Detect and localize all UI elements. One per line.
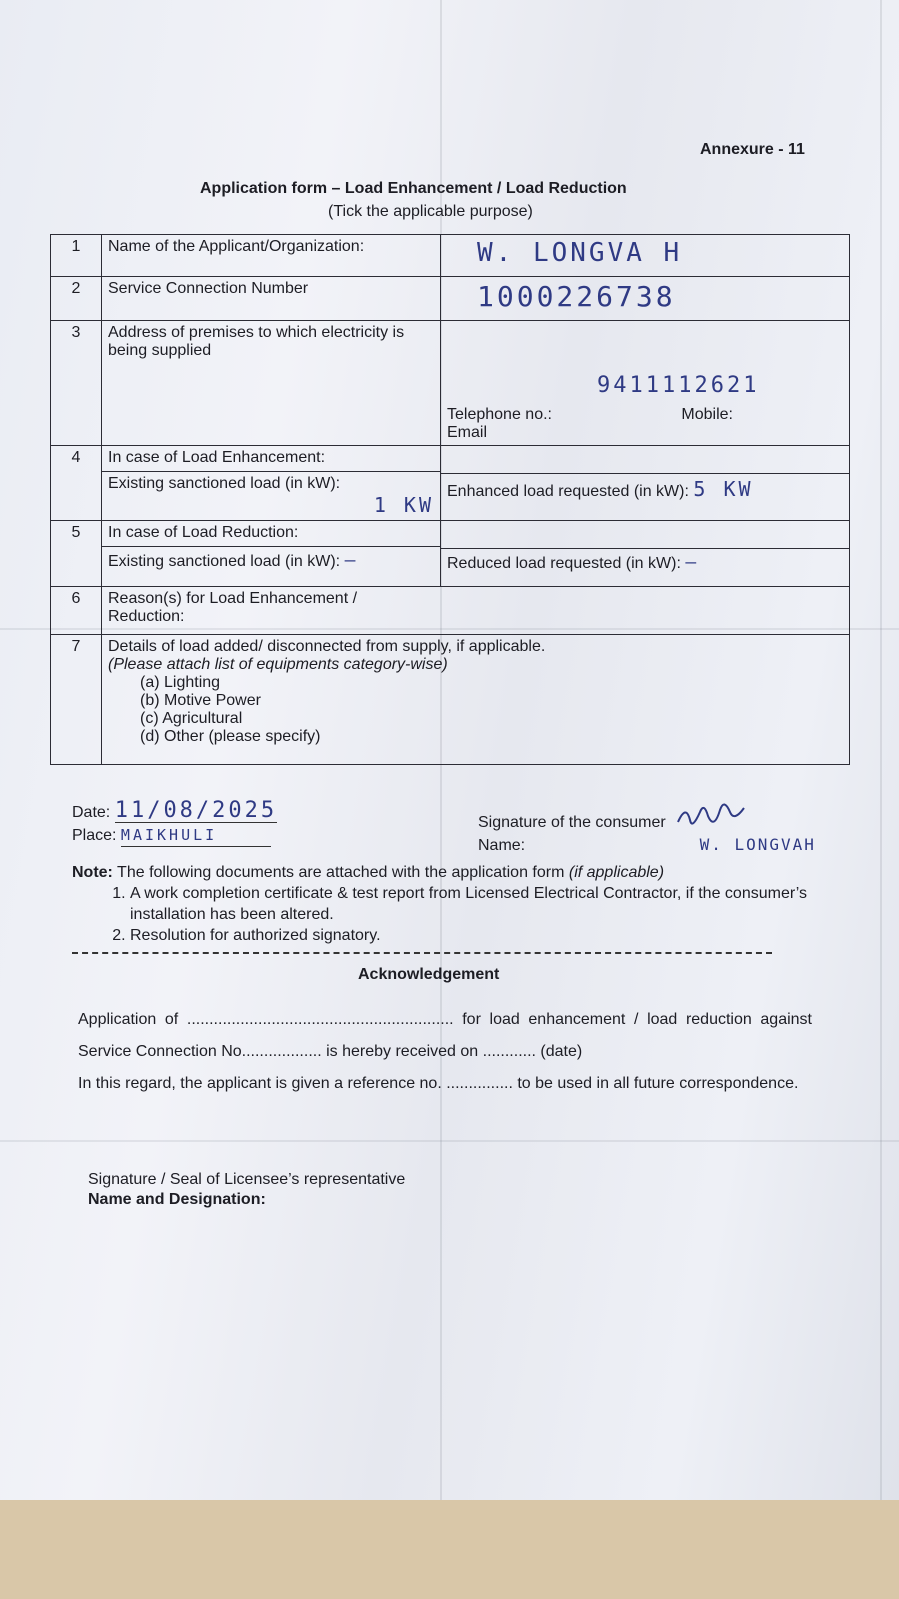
row-label: In case of Load Reduction: (108, 524, 299, 541)
enhanced-load-field[interactable] (441, 446, 850, 521)
reason-field[interactable] (102, 587, 850, 635)
list-item: (a) Lighting (140, 674, 221, 691)
handwritten-dash: — (685, 552, 700, 573)
row-label: Details of load added/ disconnected from supply, if applicable. (108, 638, 546, 655)
signature-label: Signature of the consumer (478, 814, 666, 831)
list-item: 2. Resolution for authorized signatory. (130, 925, 832, 946)
table-row (51, 446, 850, 521)
note-block (72, 862, 832, 946)
acknowledgement-title: Acknowledgement (358, 966, 500, 983)
note-text: The following documents are attached with the application form (117, 864, 565, 881)
row-label: Service Connection Number (102, 277, 441, 321)
date-label: Date: (72, 804, 111, 821)
table-row (51, 587, 850, 635)
date-place-block (72, 800, 277, 847)
table-row (51, 277, 850, 321)
handwritten-dash: — (344, 550, 359, 571)
service-connection-field[interactable] (441, 277, 850, 321)
row-number: 3 (51, 321, 102, 446)
existing-load-label: Existing sanctioned load (in kW): (108, 553, 341, 570)
licensee-signature-label: Signature / Seal of Licensee’s representative (88, 1171, 406, 1188)
existing-load-label: Existing sanctioned load (in kW): (102, 471, 440, 493)
divider (72, 952, 772, 954)
row-number: 5 (51, 521, 102, 587)
application-table (50, 234, 850, 765)
fold-line (880, 0, 882, 1500)
list-item: (c) Agricultural (140, 710, 243, 727)
date-field[interactable]: 11/08/2025 (114, 798, 278, 823)
reduction-label-cell (102, 521, 441, 587)
enhanced-load-label: Enhanced load requested (in kW): (447, 483, 689, 500)
address-contact-field[interactable] (441, 321, 850, 446)
handwritten-enhanced-load: 5 KW (693, 477, 754, 501)
acknowledgement-block (78, 1004, 812, 1100)
row-sublabel: (Please attach list of equipments category-wise) (108, 656, 448, 673)
row-number: 7 (51, 635, 102, 765)
handwritten-phone: 9411112621 (597, 373, 760, 398)
email-label: Email (447, 424, 488, 441)
place-field[interactable]: MAIKHULI (121, 824, 271, 847)
row-label: Reason(s) for Load Enhancement / Reduction: (108, 590, 358, 625)
row-number: 6 (51, 587, 102, 635)
name-label: Name: (478, 837, 526, 854)
list-item: (d) Other (please specify) (140, 728, 321, 745)
acknowledgement-paragraph: Application of ............................................................ for load enhancement / load reduction against Service Connection No.................. is hereby received on ............ (date) (78, 1011, 812, 1060)
name-designation-label: Name and Designation: (88, 1191, 266, 1208)
signature-mark[interactable] (670, 800, 750, 834)
reduced-load-field[interactable] (441, 521, 850, 587)
table-row (51, 235, 850, 277)
row-label: Address of premises to which electricity is being supplied (102, 321, 441, 446)
acknowledgement-paragraph: In this regard, the applicant is given a reference no. ............... to be used in all future correspondence. (78, 1075, 799, 1092)
telephone-label: Telephone no.: (447, 406, 552, 423)
handwritten-consumer-name: W. LONGVAH (699, 835, 816, 854)
row-number: 1 (51, 235, 102, 277)
signature-block (478, 800, 816, 857)
handwritten-connection-number: 1000226738 (477, 280, 676, 313)
form-title: Application form – Load Enhancement / Load Reduction (200, 180, 627, 197)
fold-line (0, 1140, 899, 1142)
table-row (51, 635, 850, 765)
row-number: 2 (51, 277, 102, 321)
row-label: Name of the Applicant/Organization: (102, 235, 441, 277)
mobile-label: Mobile: (681, 406, 733, 423)
place-label: Place: (72, 827, 117, 844)
annexure-label: Annexure - 11 (700, 141, 805, 158)
form-subtitle: (Tick the applicable purpose) (328, 203, 533, 220)
note-qualifier: (if applicable) (568, 864, 665, 881)
load-details-field[interactable] (102, 635, 850, 765)
handwritten-existing-load: 1 KW (373, 493, 434, 517)
table-row (51, 521, 850, 587)
handwritten-name: W. LONGVA H (477, 238, 683, 268)
note-label: Note: (72, 864, 113, 881)
row-label: In case of Load Enhancement: (108, 449, 326, 466)
table-row (51, 321, 850, 446)
list-item: (b) Motive Power (140, 692, 261, 709)
row-number: 4 (51, 446, 102, 521)
licensee-signature-block (88, 1170, 405, 1210)
list-item: 1. A work completion certificate & test report from Licensed Electrical Contractor, if the consumer’s installation has been altered. (130, 883, 832, 925)
reduced-load-label: Reduced load requested (in kW): (447, 555, 681, 572)
applicant-name-field[interactable] (441, 235, 850, 277)
enhancement-label-cell (102, 446, 441, 521)
